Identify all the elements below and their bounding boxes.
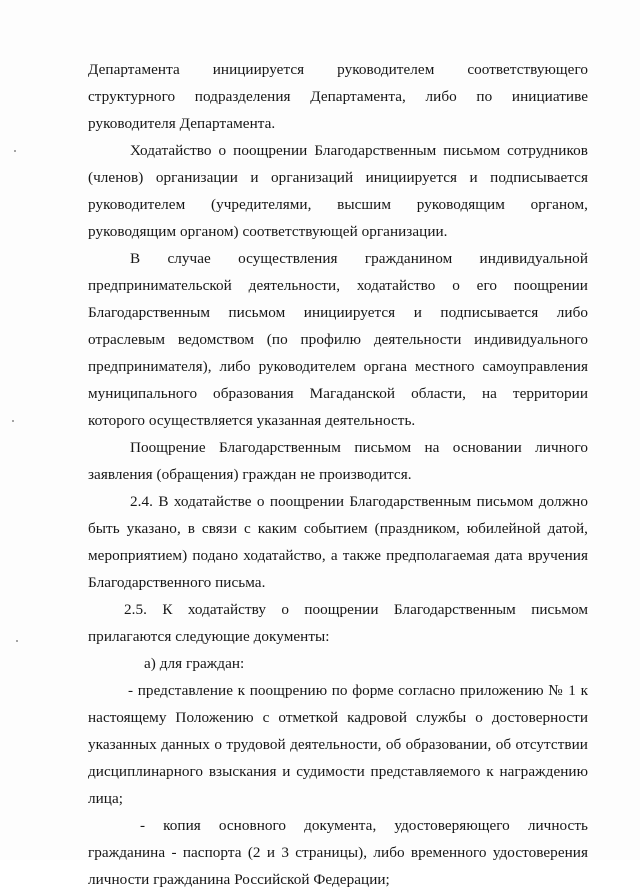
list-item-passport-copy: - копия основного документа, удостоверяющего личность гражданина - паспорта (2 и 3 страницы), либо временного удостоверения личности гражданина Российской Федерации; [88,817,588,888]
paragraph-organization-petition: Ходатайство о поощрении Благодарственным письмом сотрудников (членов) организации и организаций инициируется и подписывается руководителем (учредителями, высшим руководящим органом, руководящим органом) соответствующей организации. [88,142,588,240]
paragraph-clause-2-5: 2.5. К ходатайству о поощрении Благодарственным письмом прилагаются следующие документы: [88,601,588,645]
paragraph-clause-2-4: 2.4. В ходатайстве о поощрении Благодарственным письмом должно быть указано, в связи с каким событием (праздником, юбилейной датой, мероприятием) подано ходатайство, а также предполагаемая дата вручения Благодарственного письма. [88,493,588,591]
scan-speck [16,640,18,642]
paragraph-personal-application: Поощрение Благодарственным письмом на основании личного заявления (обращения) граждан не производится. [88,439,588,483]
scan-speck [14,150,16,152]
list-item-representation: - представление к поощрению по форме согласно приложению № 1 к настоящему Положению с отметкой кадровой службы о достоверности указанных данных о трудовой деятельности, об образовании, об отсутствии дисциплинарного взыскания и судимости представляемого к награждению лица; [88,682,588,807]
document-body [88,56,588,893]
list-item-citizens: а) для граждан: [144,655,245,672]
scan-speck [12,420,14,422]
paragraph-department-initiative: Департамента инициируется руководителем соответствующего структурного подразделения Департамента, либо по инициативе руководителя Департамента. [88,61,588,132]
paragraph-entrepreneur-petition: В случае осуществления гражданином индивидуальной предпринимательской деятельности, ходатайство о его поощрении Благодарственным письмом инициируется и подписывается либо отраслевым ведомством (по профилю деятельности индивидуального предпринимателя), либо руководителем органа местного самоуправления муниципального образования Магаданской области, на территории которого осуществляется указанная деятельность. [88,250,588,429]
